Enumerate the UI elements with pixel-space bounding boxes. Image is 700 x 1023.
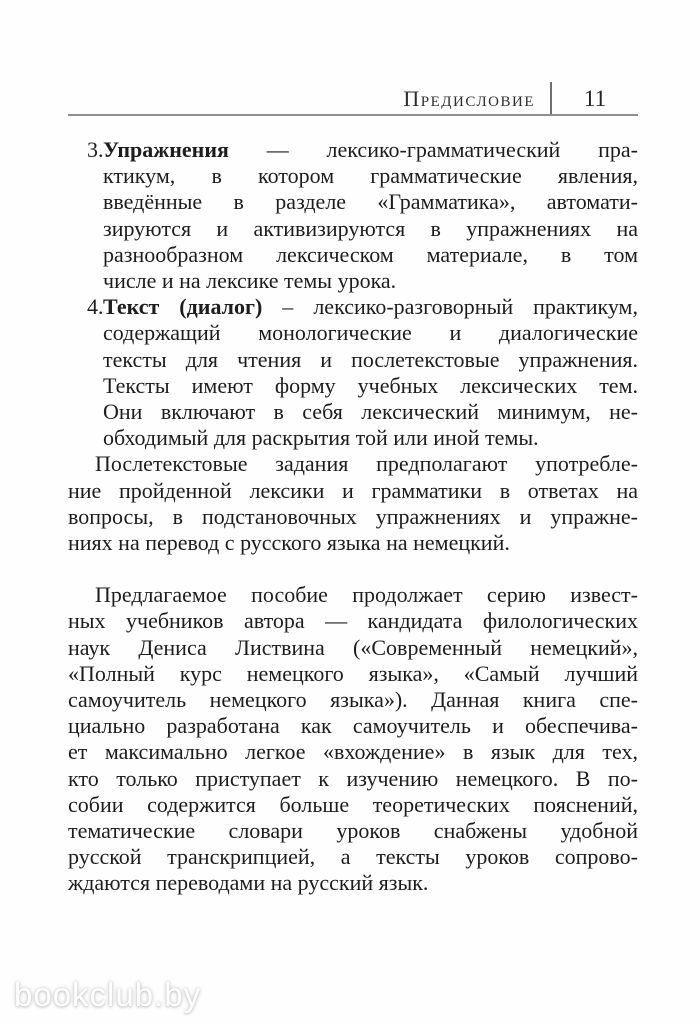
text-line: ктикум, в котором грамматические явления, [103, 163, 638, 189]
page-title: Предисловие [403, 86, 535, 111]
paragraph-posttext-tasks [68, 451, 638, 556]
text-line: Предлагаемое пособие продолжает серию извест- [95, 582, 638, 608]
list-item-4 [68, 294, 638, 451]
watermark: bookclub.by [14, 976, 202, 1013]
text-line: кто только приступает к изучению немецкого. В по- [68, 765, 638, 791]
paragraph-book-description [68, 582, 638, 896]
text-line: ных учебников автора — кандидата филологических [68, 608, 638, 634]
text-line: циально разработана как самоучитель и обеспечива- [68, 713, 638, 739]
text-line: разнообразном лексическом материале, в том [103, 241, 638, 267]
list-item-first-line-text: — лексико-грамматический пра- [228, 137, 638, 162]
list-item-3 [68, 137, 638, 294]
list-item-first-line [103, 294, 638, 320]
text-line: тематические словари уроков снабжены удобной [68, 818, 638, 844]
list-item-lines [103, 320, 638, 451]
list-item-term: Упражнения [103, 137, 229, 162]
header-rule [68, 114, 638, 116]
list-item-term: Текст (диалог) [103, 294, 263, 320]
page-number: 11 [583, 86, 607, 111]
text-line: «Полный курс немецкого языка», «Самый лучший [68, 660, 638, 686]
text-line: русской транскрипцией, а тексты уроков сопрово- [68, 844, 638, 870]
list-item-number: 4. [87, 294, 104, 320]
text-line: ждаются переводами на русский язык. [68, 870, 429, 896]
running-header [68, 82, 638, 114]
text-line: ниях на перевод с русского языка на немецкий. [68, 530, 510, 556]
body-text [68, 137, 638, 897]
text-line: тексты для чтения и послетекстовые упражнения. [103, 346, 638, 372]
list-item-number: 3. [87, 137, 104, 162]
list-item-first-line-text: – лексико-разговорный практикум, [262, 294, 638, 320]
text-line: самоучитель немецкого языка»). Данная книга спе- [68, 687, 638, 713]
text-line: введённые в разделе «Грамматика», автомати- [103, 189, 638, 215]
list-item-first-line [103, 137, 638, 163]
text-line: обходимый для раскрытия той или иной темы. [103, 425, 539, 451]
text-line: ет максимально легкое «вхождение» в язык для тех, [68, 739, 638, 765]
text-line: числе и на лексике темы урока. [103, 268, 397, 294]
text-line: Тексты имеют форму учебных лексических тем. [103, 372, 638, 398]
text-line: Послетекстовые задания предполагают употребле- [95, 451, 638, 477]
text-line: ние пройденной лексики и грамматики в ответах на [68, 477, 638, 503]
text-line: содержащий монологические и диалогические [103, 320, 638, 346]
text-line: вопросы, в подстановочных упражнениях и упражне- [68, 503, 638, 529]
text-line: наук Дениса Листвина («Современный немецкий», [68, 634, 638, 660]
list-item-lines [103, 163, 638, 294]
text-line: Они включают в себя лексический минимум, не- [103, 399, 638, 425]
page-content [68, 82, 638, 897]
text-line: собии содержится больше теоретических пояснений, [68, 791, 638, 817]
text-line: зируются и активизируются в упражнениях на [103, 215, 638, 241]
